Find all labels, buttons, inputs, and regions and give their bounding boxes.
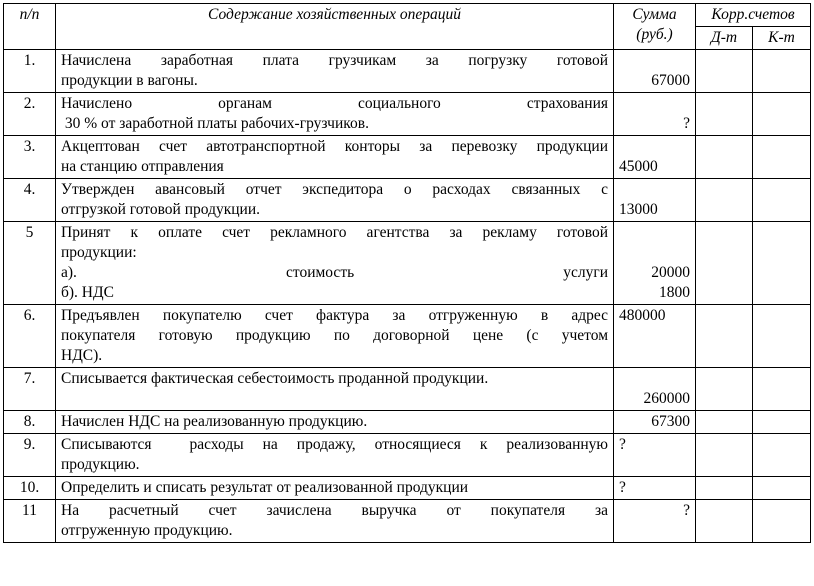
description-line: покупателя готовую продукцию по договорной цене (с учетом — [61, 327, 608, 344]
amount-value — [619, 51, 690, 71]
row-number: 8. — [4, 411, 56, 434]
description-line: Определить и списать результат от реализованной продукции — [61, 479, 469, 496]
credit-cell — [753, 50, 811, 93]
table-row — [4, 477, 811, 500]
operation-description — [56, 368, 614, 411]
table-row — [4, 93, 811, 136]
amount-value — [619, 223, 690, 243]
description-line: на станцию отправления — [61, 158, 224, 175]
row-number: 7. — [4, 368, 56, 411]
debit-cell — [696, 179, 753, 222]
header-sum-unit: (руб.) — [636, 26, 673, 43]
description-line: отгрузкой готовой продукции. — [61, 201, 261, 218]
amount-value — [619, 346, 690, 366]
amount-value: ? — [619, 436, 626, 453]
amount-value — [619, 137, 690, 157]
credit-cell — [753, 93, 811, 136]
operations-table — [3, 3, 811, 543]
amount-cell — [614, 368, 696, 411]
table-row — [4, 411, 811, 434]
description-line: На расчетный счет зачислена выручка от покупателя за — [61, 502, 608, 519]
credit-cell — [753, 222, 811, 305]
table-row — [4, 179, 811, 222]
debit-cell — [696, 368, 753, 411]
amount-cell — [614, 305, 696, 368]
amount-value: ? — [683, 502, 690, 519]
amount-value: 20000 — [651, 264, 690, 281]
description-line — [61, 389, 608, 409]
amount-cell — [614, 50, 696, 93]
debit-cell — [696, 50, 753, 93]
amount-value — [619, 180, 690, 200]
amount-value: 45000 — [619, 158, 658, 175]
amount-cell — [614, 434, 696, 477]
description-line: Акцептован счет автотранспортной конторы за перевозку продукции — [61, 138, 608, 155]
row-number: 1. — [4, 50, 56, 93]
operation-description — [56, 500, 614, 543]
amount-cell — [614, 136, 696, 179]
table-row — [4, 500, 811, 543]
amount-cell — [614, 93, 696, 136]
credit-cell — [753, 411, 811, 434]
description-line: Списывается фактическая себестоимость проданной продукции. — [61, 370, 489, 387]
row-number: 4. — [4, 179, 56, 222]
debit-cell — [696, 500, 753, 543]
amount-cell — [614, 222, 696, 305]
row-number: 5 — [4, 222, 56, 305]
table-row — [4, 368, 811, 411]
operation-description — [56, 50, 614, 93]
header-row — [4, 4, 811, 27]
amount-value: 13000 — [619, 201, 658, 218]
description-line: а). стоимость услуги — [61, 264, 608, 281]
description-line: Начислена заработная плата грузчикам за погрузку готовой — [61, 52, 608, 69]
row-number: 11 — [4, 500, 56, 543]
table-row — [4, 222, 811, 305]
row-number: 3. — [4, 136, 56, 179]
credit-cell — [753, 136, 811, 179]
row-number: 6. — [4, 305, 56, 368]
amount-value — [619, 94, 690, 114]
description-line: Начислено органам социального страхования — [61, 95, 608, 112]
table-row — [4, 305, 811, 368]
debit-cell — [696, 434, 753, 477]
credit-cell — [753, 434, 811, 477]
table-row — [4, 50, 811, 93]
description-line: б). НДС — [61, 284, 114, 301]
operation-description — [56, 411, 614, 434]
header-num: п/п — [4, 4, 56, 50]
description-line: отгруженную продукцию. — [61, 522, 233, 539]
description-line: НДС). — [61, 347, 103, 364]
description-line: Утвержден авансовый отчет экспедитора о расходах связанных с — [61, 181, 608, 198]
header-credit: К-т — [753, 27, 811, 50]
table-row — [4, 434, 811, 477]
credit-cell — [753, 305, 811, 368]
operation-description — [56, 179, 614, 222]
debit-cell — [696, 305, 753, 368]
amount-value: 67300 — [651, 413, 690, 430]
amount-value — [619, 521, 690, 541]
debit-cell — [696, 411, 753, 434]
debit-cell — [696, 477, 753, 500]
description-line: продукции в вагоны. — [61, 72, 198, 89]
operation-description — [56, 136, 614, 179]
header-content: Содержание хозяйственных операций — [56, 4, 614, 50]
amount-cell — [614, 477, 696, 500]
amount-value: ? — [619, 479, 626, 496]
description-line: Принят к оплате счет рекламного агентства за рекламу готовой — [61, 224, 608, 241]
row-number: 2. — [4, 93, 56, 136]
credit-cell — [753, 500, 811, 543]
operation-description — [56, 222, 614, 305]
amount-value — [619, 326, 690, 346]
description-line: Предъявлен покупателю счет фактура за отгруженную в адрес — [61, 307, 608, 324]
credit-cell — [753, 179, 811, 222]
operations-body — [4, 50, 811, 543]
amount-value: 260000 — [643, 390, 690, 407]
amount-value — [619, 243, 690, 263]
amount-cell — [614, 500, 696, 543]
header-sum — [614, 4, 696, 50]
credit-cell — [753, 477, 811, 500]
row-number: 9. — [4, 434, 56, 477]
debit-cell — [696, 93, 753, 136]
amount-value — [619, 455, 690, 475]
operation-description — [56, 305, 614, 368]
description-line: продукции: — [61, 244, 137, 261]
amount-cell — [614, 411, 696, 434]
operation-description — [56, 477, 614, 500]
amount-value: 480000 — [619, 307, 666, 324]
row-number: 10. — [4, 477, 56, 500]
description-line: 30 % от заработной платы рабочих-грузчиков. — [61, 115, 369, 132]
description-line: продукцию. — [61, 456, 140, 473]
description-line: Списываются расходы на продажу, относящиеся к реализованную — [61, 436, 608, 453]
amount-value: 67000 — [651, 72, 690, 89]
debit-cell — [696, 222, 753, 305]
amount-value: ? — [683, 115, 690, 132]
operation-description — [56, 434, 614, 477]
header-debit: Д-т — [696, 27, 753, 50]
credit-cell — [753, 368, 811, 411]
operation-description — [56, 93, 614, 136]
amount-value — [619, 369, 690, 389]
amount-value: 1800 — [659, 284, 690, 301]
amount-cell — [614, 179, 696, 222]
header-sum-label: Сумма — [632, 6, 677, 23]
description-line: Начислен НДС на реализованную продукцию. — [61, 413, 368, 430]
debit-cell — [696, 136, 753, 179]
header-corr: Корр.счетов — [696, 4, 811, 27]
table-row — [4, 136, 811, 179]
